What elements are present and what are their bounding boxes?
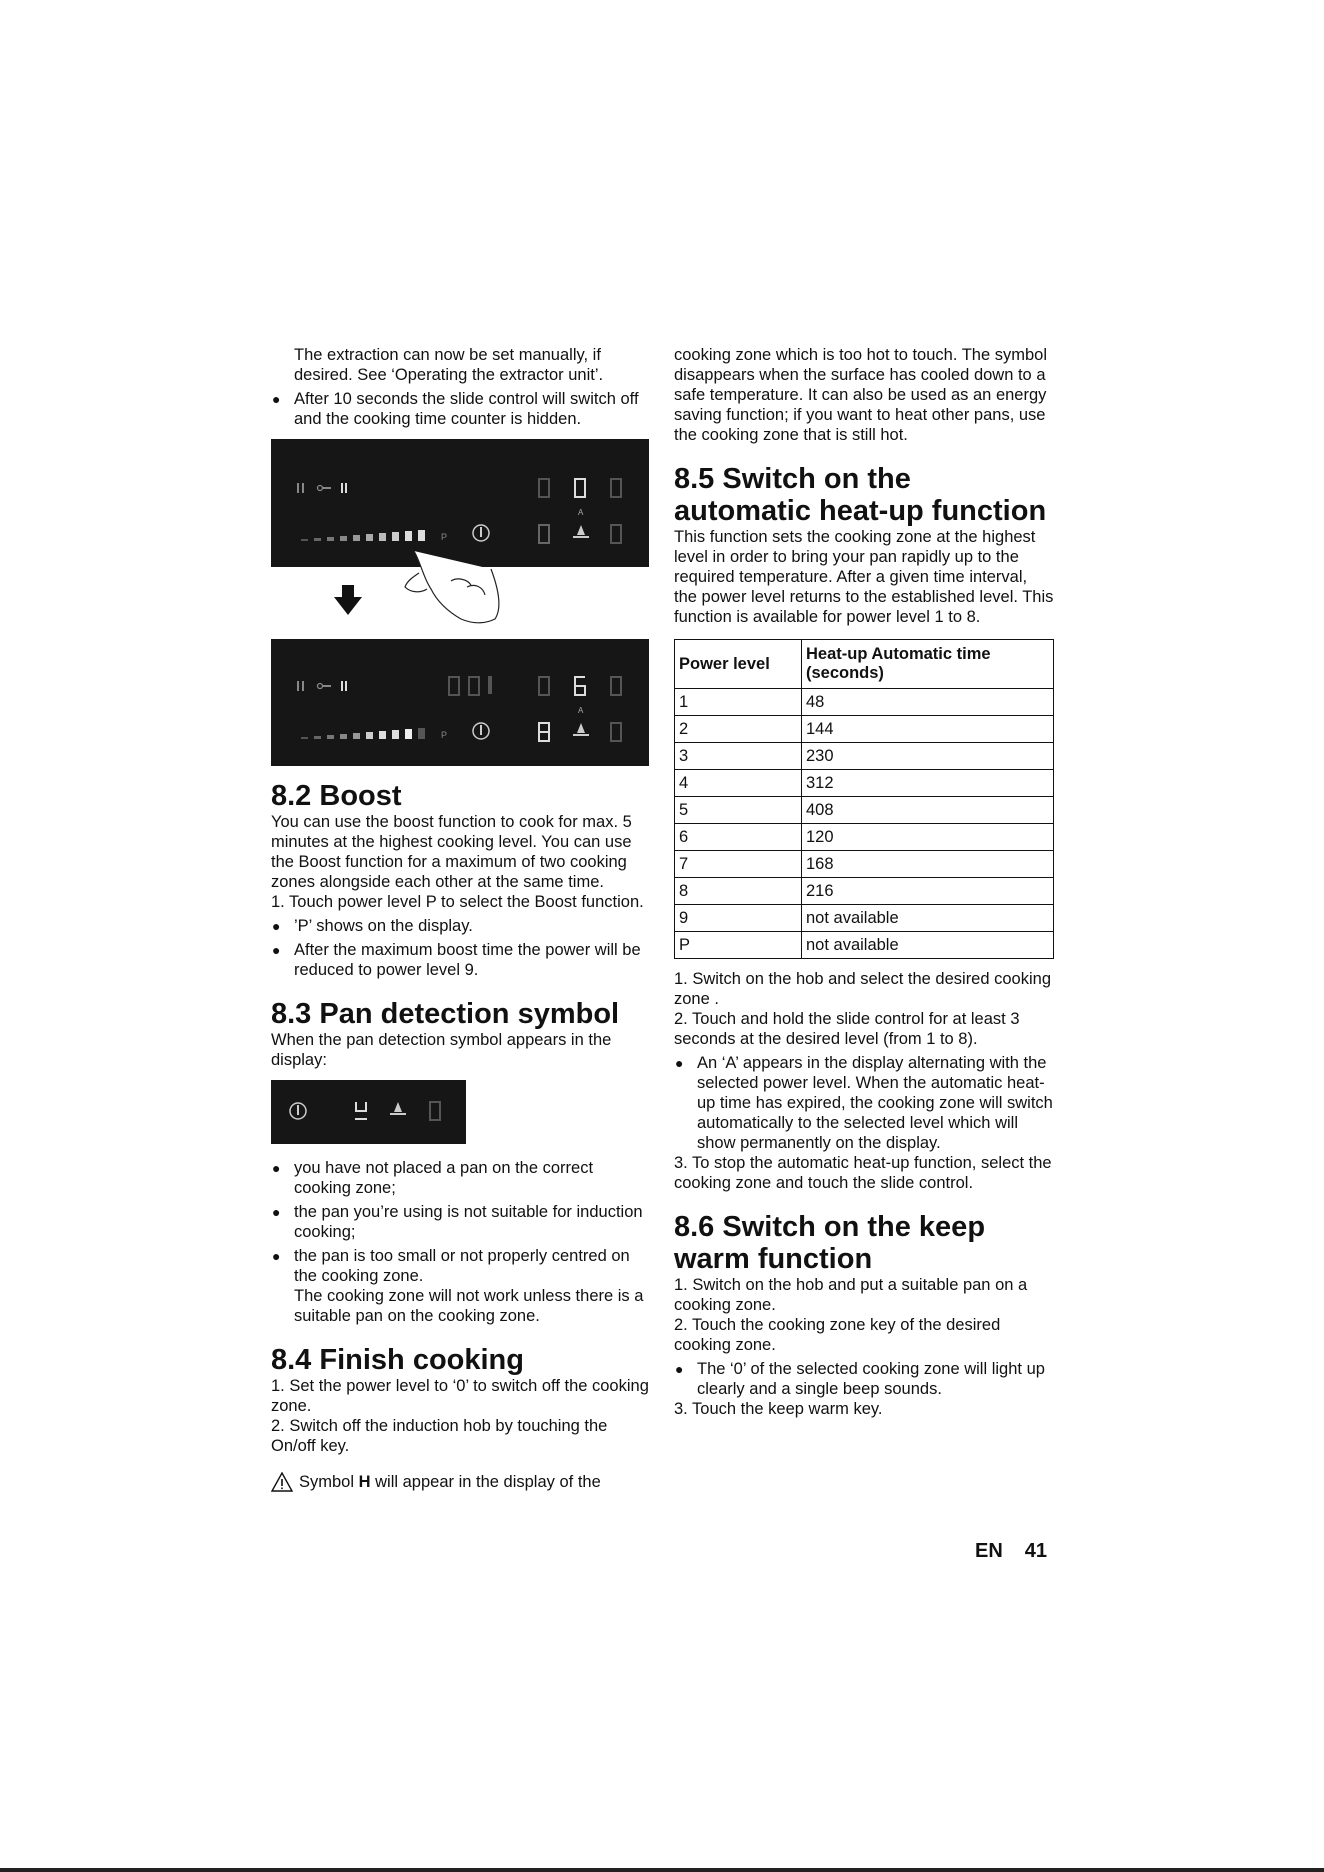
table-row: [675, 932, 1054, 959]
warning-triangle-icon: [271, 1472, 293, 1492]
pan-paragraph: When the pan detection symbol appears in the display:: [271, 1031, 612, 1069]
table-cell-power-level: 7: [675, 851, 802, 878]
table-row: [675, 689, 1054, 716]
table-row: [675, 905, 1054, 932]
section-title-finish-cooking: 8.4 Finish cooking: [271, 1344, 524, 1376]
boost-step-1: 1. Touch power level P to select the Boost function.: [271, 893, 644, 911]
table-cell-power-level: 1: [675, 689, 802, 716]
pan-detection-display: [271, 1080, 466, 1144]
intro-text: The extraction can now be set manually, if desired. See ‘Operating the extractor unit’.: [294, 346, 604, 384]
seven-seg-top: [539, 479, 621, 497]
left-column: [271, 345, 651, 1492]
svg-text:P: P: [441, 730, 448, 740]
warning-text: Symbol H will appear in the display of the: [299, 1473, 601, 1491]
table-cell-heatup-time: 120: [802, 824, 1054, 851]
slide-control-bars: [301, 530, 447, 542]
keepwarm-step-2: 2. Touch the cooking zone key of the desired cooking zone.: [674, 1316, 1001, 1354]
arrow-hand-area: [271, 567, 651, 639]
table-row: [675, 770, 1054, 797]
extractor-fan-icon: [390, 1102, 406, 1115]
table-cell-power-level: 9: [675, 905, 802, 932]
intro-bullet-text: After 10 seconds the slide control will switch off and the cooking time counter is hidden.: [294, 390, 639, 428]
table-cell-heatup-time: 48: [802, 689, 1054, 716]
table-cell-heatup-time: 312: [802, 770, 1054, 797]
hand-touch-drawing: [271, 567, 649, 639]
finish-step-1: 1. Set the power level to ‘0’ to switch off the cooking zone.: [271, 1377, 649, 1415]
table-cell-power-level: 5: [675, 797, 802, 824]
section-title-keep-warm: 8.6 Switch on the keep warm function: [674, 1211, 986, 1275]
table-row: [675, 716, 1054, 743]
section-title-heat-up: 8.5 Switch on the automatic heat-up function: [674, 463, 1047, 527]
table-cell-heatup-time: not available: [802, 905, 1054, 932]
hob-display-before-drawing: [271, 439, 649, 567]
section-title-pan-detection: 8.3 Pan detection symbol: [271, 998, 620, 1030]
table-row: [675, 797, 1054, 824]
status-icons: [297, 483, 347, 493]
intro-bullet: [271, 389, 651, 429]
heatup-step-2: 2. Touch and hold the slide control for at least 3 seconds at the desired level (from 1 to 8).: [674, 1010, 1020, 1048]
table-cell-power-level: 8: [675, 878, 802, 905]
table-row: [675, 824, 1054, 851]
finish-step-2: 2. Switch off the induction hob by touching the On/off key.: [271, 1417, 608, 1455]
pan-note: The cooking zone will not work unless there is a suitable pan on the cooking zone.: [294, 1287, 644, 1325]
svg-text:A: A: [578, 706, 584, 715]
keepwarm-step-3: 3. Touch the keep warm key.: [674, 1400, 883, 1418]
down-arrow-icon: [334, 585, 362, 615]
hob-display-panel-after: [271, 639, 649, 766]
table-cell-heatup-time: 144: [802, 716, 1054, 743]
table-cell-power-level: 3: [675, 743, 802, 770]
table-cell-power-level: 6: [675, 824, 802, 851]
keepwarm-bullet: ● The ‘0’ of the selected cooking zone will light up clearly and a single beep sounds.: [675, 1360, 1045, 1398]
power-icon: [473, 525, 489, 541]
pan-bullet-3: ● the pan is too small or not properly centred on the cooking zone.: [272, 1247, 630, 1285]
table-cell-heatup-time: 230: [802, 743, 1054, 770]
boost-bullet-1: ● ’P’ shows on the display.: [272, 917, 473, 935]
heatup-step-3: 3. To stop the automatic heat-up function, select the cooking zone and touch the slide control.: [674, 1154, 1052, 1192]
table-row: [675, 851, 1054, 878]
bullet-dot: ●: [272, 391, 281, 407]
right-column: [674, 345, 1054, 1419]
table-cell-power-level: 4: [675, 770, 802, 797]
table-cell-heatup-time: not available: [802, 932, 1054, 959]
heatup-paragraph: This function sets the cooking zone at the highest level in order to bring your pan rapidly up to the required temperature. After a given time interval, the power level returns to the established level. This function is available for power level 1 to 8.: [674, 528, 1054, 626]
table-cell-power-level: 2: [675, 716, 802, 743]
section-title-boost: 8.2 Boost: [271, 780, 402, 812]
power-icon: [290, 1103, 306, 1119]
continued-text: cooking zone which is too hot to touch. The symbol disappears when the surface has cooled down to a safe temperature. It can also be used as an energy saving function; if you want to heat other pans, use the cooking zone that is still hot.: [674, 346, 1047, 444]
boost-paragraph: You can use the boost function to cook for max. 5 minutes at the highest cooking level. You can use the Boost function for a maximum of two cooking zones alongside each other at the same time.: [271, 813, 632, 891]
table-cell-heatup-time: 168: [802, 851, 1054, 878]
pan-bullet-1: ● you have not placed a pan on the correct cooking zone;: [272, 1159, 594, 1197]
table-header-heatup-time: Heat-up Automatic time (seconds): [802, 640, 1054, 689]
keepwarm-step-1: 1. Switch on the hob and put a suitable pan on a cooking zone.: [674, 1276, 1028, 1314]
pan-bullet-2: ● the pan you’re using is not suitable for induction cooking;: [272, 1203, 643, 1241]
svg-text:A: A: [578, 508, 584, 517]
heatup-time-table: [674, 639, 1054, 959]
table-cell-heatup-time: 408: [802, 797, 1054, 824]
seven-seg-timer: [449, 677, 621, 695]
pan-detection-drawing: [271, 1080, 466, 1144]
heatup-bullet: ● An ‘A’ appears in the display alternating with the selected power level. When the automatic heat-up time has expired, the cooking zone will switch automatically to the selected level which will show permanently on the display.: [675, 1054, 1053, 1152]
hob-display-panel-before: [271, 439, 649, 567]
table-row: [675, 743, 1054, 770]
boost-bullet-2: ● After the maximum boost time the power will be reduced to power level 9.: [272, 941, 641, 979]
svg-text:P: P: [441, 532, 448, 542]
pan-detection-icon: [355, 1102, 367, 1119]
table-cell-power-level: P: [675, 932, 802, 959]
heatup-step-1: 1. Switch on the hob and select the desired cooking zone .: [674, 970, 1051, 1008]
page-number: 41: [1024, 1540, 1048, 1562]
table-header-row: [675, 640, 1054, 689]
hob-display-after-drawing: [271, 639, 649, 766]
footer-language: EN: [975, 1540, 1003, 1562]
extractor-fan-icon: [573, 525, 589, 538]
bottom-scan-edge: [0, 1868, 1324, 1872]
table-cell-heatup-time: 216: [802, 878, 1054, 905]
table-row: [675, 878, 1054, 905]
table-header-power-level: Power level: [675, 640, 802, 689]
warning-line: [271, 1472, 651, 1492]
power-icon: [473, 723, 489, 739]
page-footer: [975, 1541, 1047, 1561]
